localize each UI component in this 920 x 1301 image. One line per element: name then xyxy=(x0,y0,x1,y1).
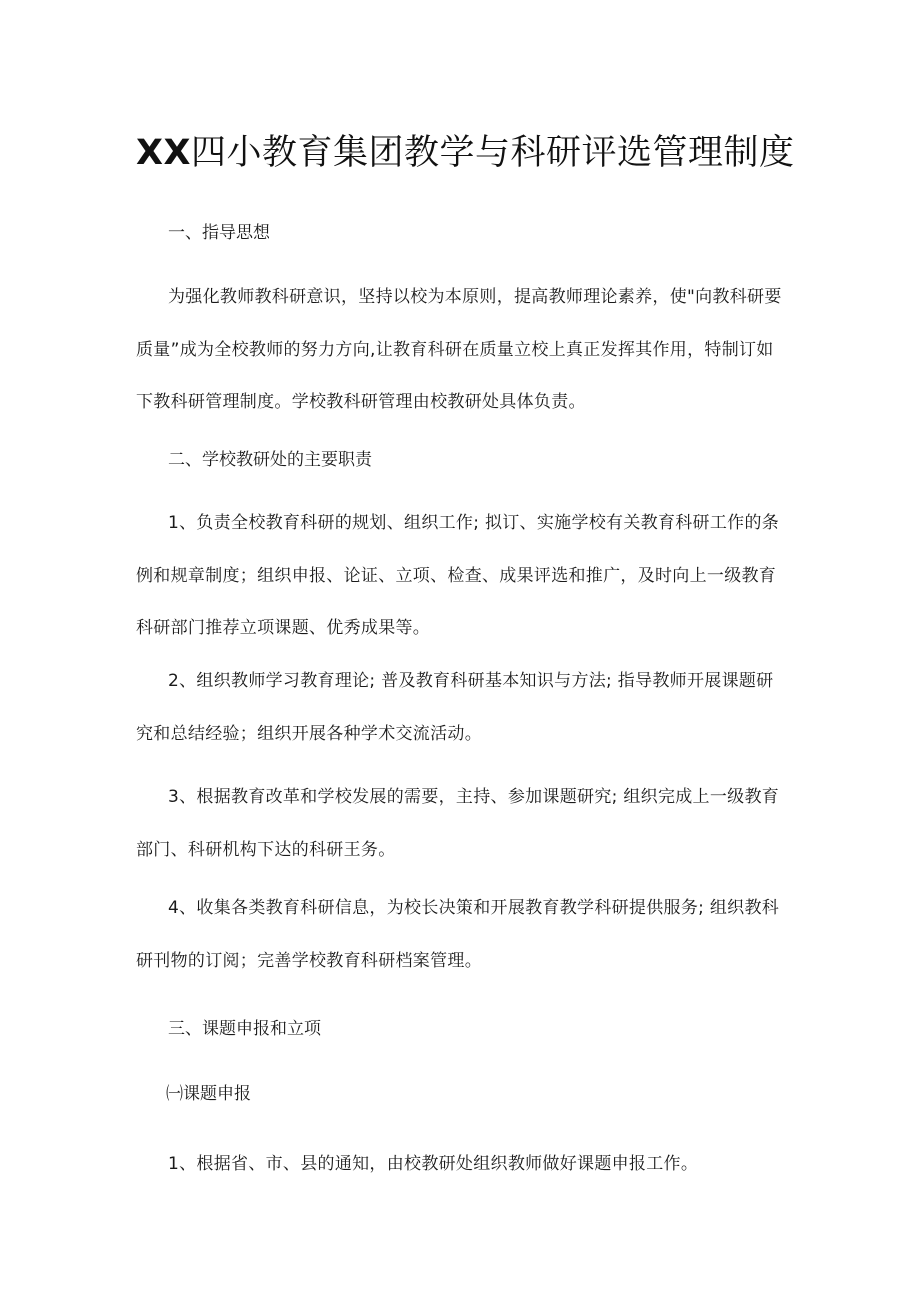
document-title xyxy=(136,130,816,176)
paragraph-duty-3: 3、根据教育改革和学校发展的需要，主持、参加课题研究; 组织完成上一级教育部门、科研机构下达的科研王务。 xyxy=(136,787,780,860)
title-prefix: XX xyxy=(136,133,191,173)
paragraph-application-1: 1、根据省、市、县的通知，由校教研处组织教师做好课题申报工作。 xyxy=(168,1154,699,1174)
title-main: 四小教育集团教学与科研评选管理制度 xyxy=(190,133,795,173)
paragraph-guiding-thought: 为强化教师教科研意识，坚持以校为本原则，提高教师理论素养，使"向教科研要质量”成为全校教师的努力方向,让教育科研在质量立校上真正发挥其作用，特制订如下教科研管理制度。学校教科研管理由校教研处具体负责。 xyxy=(136,287,782,412)
section-heading-topic-application: 三、课题申报和立项 xyxy=(168,1019,321,1039)
paragraph-duty-2: 2、组织教师学习教育理论; 普及教育科研基本知识与方法; 指导教师开展课题研究和总结经验；组织开展各种学术交流活动。 xyxy=(136,671,774,744)
section-heading-guiding-thought: 一、指导思想 xyxy=(168,223,270,243)
section-heading-duties: 二、学校教研处的主要职责 xyxy=(168,450,372,470)
paragraph-duty-1: 1、负责全校教育科研的规划、组织工作; 拟订、实施学校有关教育科研工作的条例和规章制度；组织申报、论证、立项、检查、成果评选和推广，及时向上一级教育科研部门推荐立项课题、优秀成果等。 xyxy=(136,513,780,638)
subheading-topic-application: ㈠课题申报 xyxy=(166,1084,251,1104)
paragraph-duty-4: 4、收集各类教育科研信息，为校长决策和开展教育教学科研提供服务; 组织教科研刊物的订阅；完善学校教育科研档案管理。 xyxy=(136,898,780,971)
